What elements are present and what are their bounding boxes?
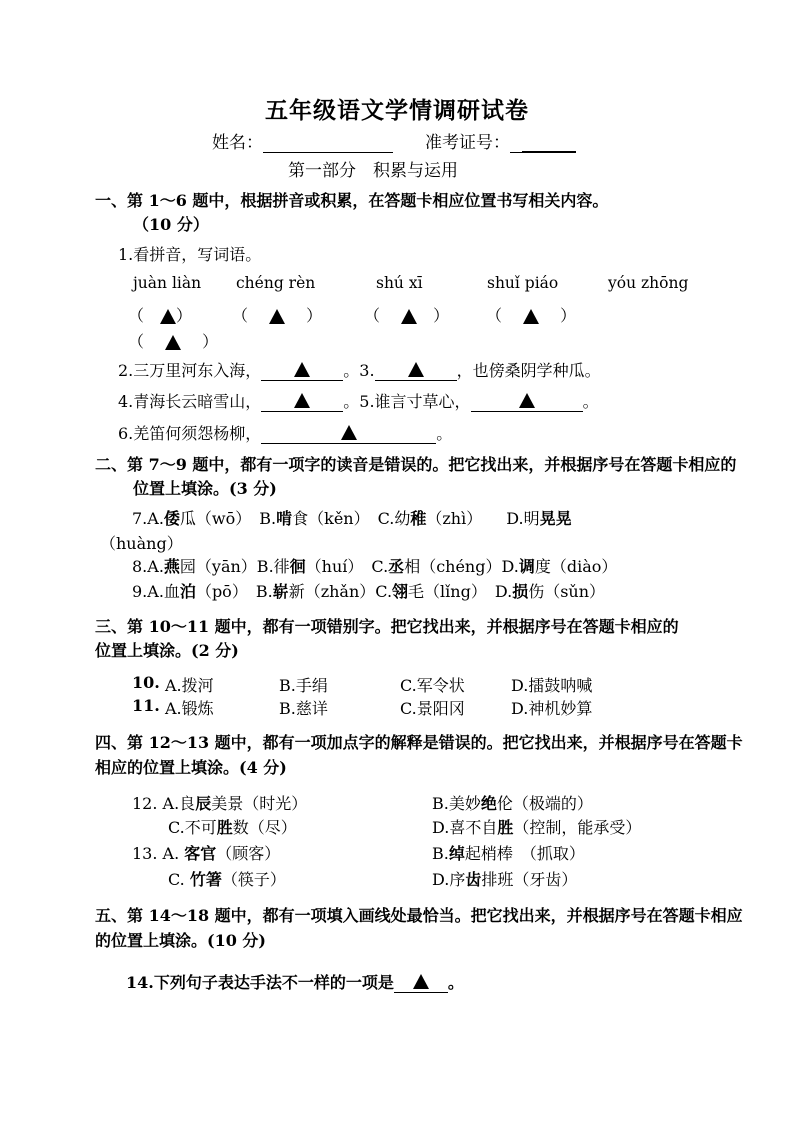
q8-dotted-char: 徊 [289,557,306,576]
q12d-dotted-char: 胜 [497,818,514,837]
q9-part: 9.A.血 [132,582,180,601]
q2-blank[interactable] [261,362,343,381]
pinyin-4: shuǐ piáo [487,274,559,292]
q8-part: 8.A. [132,557,164,576]
q7-dotted-char: 稚 [410,509,427,528]
question-7-cont: （huàng） [100,534,183,553]
answer-triangle-icon [341,425,357,440]
answer-box-1[interactable]: （ ） [128,306,193,325]
q7-part: 瓜（wō） B. [179,509,277,528]
question-9 [132,579,605,602]
q12c-dotted-char: 胜 [216,818,233,837]
q4-text: 4.青海长云暗雪山， [118,392,262,411]
section-1-score: （10 分） [133,215,209,234]
q13a-part: 13. A. [132,844,185,863]
q13-option-b[interactable] [432,841,585,864]
answer-triangle-icon [408,362,424,377]
question-14 [126,970,464,993]
section-1-instruction: 一、第 1～6 题中，根据拼音或积累，在答题卡相应位置书写相关内容。 [95,191,609,210]
question-8 [132,554,617,577]
q13b-dotted-char: 绰 [448,844,465,863]
q8-part: 相（chéng）D. [404,557,519,576]
q3-text: ，也傍桑阴学种瓜。 [456,361,601,380]
answer-triangle-icon [160,309,176,324]
name-label: 姓名： [212,133,263,153]
q7-dotted-char: 啃 [276,509,293,528]
q7-dotted-char: 倭 [163,509,180,528]
q7-dotted-char: 晃晃 [539,509,572,528]
section-4-instruction: 四、第 12～13 题中，都有一项加点字的解释是错误的。把它找出来，并根据序号在答题卡 [95,733,743,752]
exam-id-blank[interactable] [522,133,576,153]
exam-id-label: 准考证号： [425,133,510,153]
q7-part: （zhì） D.明 [426,509,540,528]
answer-triangle-icon [519,393,535,408]
q10-option-b[interactable]: B.手绢 [279,676,328,695]
answer-triangle-icon [401,309,417,324]
section-2-score: 位置上填涂。(3 分) [133,479,277,498]
q3-blank[interactable] [375,362,457,381]
question-2-3 [118,358,601,381]
q13c-part: C. [168,870,190,889]
q12a-dotted-char: 辰 [195,794,212,813]
q10-option-d[interactable]: D.擂鼓呐喊 [511,676,593,695]
question-4-5 [118,389,599,412]
q5-end: 。 [582,392,599,411]
q9-part: （pō） B. [195,582,273,601]
q12a-part: 12. A.良 [132,794,196,813]
part-heading: 第一部分 积累与运用 [288,161,458,181]
q13-option-d[interactable] [432,867,577,890]
q9-part: 新（zhǎn）C. [288,582,393,601]
q12c-part: C.不可 [168,818,217,837]
pinyin-3: shú xī [376,274,423,292]
q12b-part: B.美妙 [432,794,481,813]
q12d-part: （控制，能承受） [513,818,642,837]
q14-text: 14.下列句子表达手法不一样的一项是 [126,973,394,992]
question-7 [132,506,572,529]
answer-triangle-icon [269,309,285,324]
q13b-part: B. [432,844,449,863]
q8-part: 度（diào） [534,557,618,576]
q7-part: 7.A. [132,509,164,528]
question-6 [118,421,452,444]
answer-triangle-icon [413,974,429,989]
q13d-dotted-char: 齿 [465,870,482,889]
q14-end: 。 [447,973,464,992]
name-field [212,128,393,153]
q12c-part: 数（尽） [232,818,297,837]
exam-id-field [425,128,576,153]
exam-id-blank-thin[interactable] [510,134,522,153]
section-3-instruction: 三、第 10～11 题中，都有一项错别字。把它找出来，并根据序号在答题卡相应的 [95,617,679,636]
q5-blank[interactable] [471,393,583,412]
answer-triangle-icon [294,362,310,377]
section-4-score: 相应的位置上填涂。(4 分) [95,758,287,777]
answer-box-5[interactable]: （ ） [128,332,219,351]
q9-dotted-char: 泊 [179,582,196,601]
pinyin-1: juàn liàn [133,274,202,292]
q11-option-d[interactable]: D.神机妙算 [511,699,593,718]
q10-option-c[interactable]: C.军令状 [400,676,465,695]
question-1: 1.看拼音，写词语。 [118,245,262,264]
q13-option-a[interactable] [132,841,280,864]
section-5-instruction: 五、第 14～18 题中，都有一项填入画线处最恰当。把它找出来，并根据序号在答题卡相应 [95,906,743,925]
q8-part: 园（yān）B.徘 [179,557,290,576]
q9-part: 伤（sǔn） [528,582,606,601]
q9-dotted-char: 翎 [392,582,409,601]
q8-dotted-char: 丞 [388,557,405,576]
q13-option-c[interactable] [168,867,286,890]
q10-number: 10. [132,673,160,692]
q9-dotted-char: 损 [512,582,529,601]
section-3-score: 位置上填涂。(2 分) [95,641,239,660]
q13b-part: 起梢棒 （抓取） [464,844,585,863]
pinyin-2: chéng rèn [236,274,316,292]
q5-text: 。5.谁言寸草心， [343,392,471,411]
q11-option-c[interactable]: C.景阳冈 [400,699,465,718]
section-2-instruction: 二、第 7～9 题中，都有一项字的读音是错误的。把它找出来，并根据序号在答题卡相应的 [95,455,737,474]
q3-number: 。3. [343,361,375,380]
pinyin-5: yóu zhōng [608,274,689,292]
q13d-part: 排班（牙齿） [481,870,578,889]
q11-option-a[interactable]: A.锻炼 [165,699,214,718]
q12b-dotted-char: 绝 [480,794,497,813]
q8-dotted-char: 调 [518,557,535,576]
q13c-dotted-char: 竹箸 [189,870,222,889]
q11-option-b[interactable]: B.慈详 [279,699,328,718]
q6-text: 6.羌笛何须怨杨柳， [118,424,262,443]
answer-triangle-icon [165,335,181,350]
q12b-part: 伦（极端的） [496,794,593,813]
q10-option-a[interactable]: A.拨河 [165,676,214,695]
section-5-score: 的位置上填涂。(10 分) [95,931,266,950]
q8-part: （huí） C. [305,557,389,576]
q12-option-d[interactable] [432,815,641,838]
q12d-part: D.喜不自 [432,818,498,837]
q7-part: 食（kěn） C.幼 [292,509,411,528]
answer-triangle-icon [523,309,539,324]
q13c-part: （筷子） [221,870,286,889]
answer-box-2[interactable]: （ ） [232,306,323,325]
q6-end: 。 [436,424,453,443]
q14-blank[interactable] [394,974,448,993]
answer-box-4[interactable]: （ ） [486,306,577,325]
q11-number: 11. [132,696,160,715]
q12-option-a[interactable] [132,791,307,814]
q2-text: 2.三万里河东入海， [118,361,262,380]
name-blank[interactable] [263,134,393,153]
q9-dotted-char: 崭 [272,582,289,601]
q12-option-c[interactable] [168,815,297,838]
q13d-part: D.序 [432,870,466,889]
q8-dotted-char: 燕 [163,557,180,576]
answer-triangle-icon [294,393,310,408]
q13a-dotted-char: 客官 [184,844,217,863]
q12-option-b[interactable] [432,791,593,814]
q12a-part: 美景（时光） [211,794,308,813]
q9-part: 毛（lǐng） D. [408,582,513,601]
q6-blank[interactable] [261,425,436,444]
q13a-part: （顾客） [216,844,281,863]
page-title: 五年级语文学情调研试卷 [265,97,529,124]
answer-box-3[interactable]: （ ） [364,306,450,325]
q4-blank[interactable] [261,393,343,412]
